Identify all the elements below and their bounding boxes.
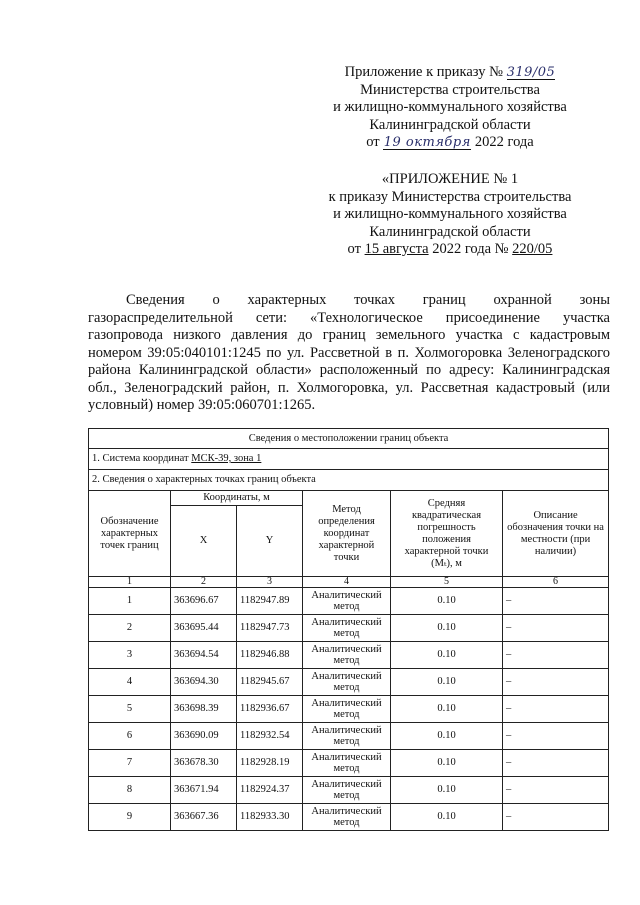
points-section-title: 2. Сведения о характерных точках границ объекта <box>89 470 609 491</box>
method: Аналитический метод <box>303 588 391 615</box>
col-header-coords: Координаты, м <box>171 491 303 506</box>
error: 0.10 <box>391 588 503 615</box>
description: – <box>503 642 609 669</box>
coord-x: 363694.54 <box>171 642 237 669</box>
coord-x: 363667.36 <box>171 804 237 831</box>
error: 0.10 <box>391 804 503 831</box>
table-row <box>89 777 609 804</box>
method: Аналитический метод <box>303 750 391 777</box>
appendix-header <box>300 64 600 152</box>
coord-y: 1182936.67 <box>237 696 303 723</box>
appendix1-date: от 15 августа 2022 года № 220/05 <box>347 241 553 257</box>
appendix-date: от 19 октября 2022 года <box>366 134 534 150</box>
point-number: 4 <box>89 669 171 696</box>
method: Аналитический метод <box>303 804 391 831</box>
date-handwritten: 19 октября <box>383 135 471 150</box>
table-row <box>89 804 609 831</box>
error: 0.10 <box>391 750 503 777</box>
col-number: 6 <box>503 577 609 588</box>
error: 0.10 <box>391 615 503 642</box>
error: 0.10 <box>391 642 503 669</box>
error: 0.10 <box>391 723 503 750</box>
method: Аналитический метод <box>303 777 391 804</box>
col-number: 1 <box>89 577 171 588</box>
error: 0.10 <box>391 777 503 804</box>
coord-y: 1182924.37 <box>237 777 303 804</box>
col-header-error: Средняя квадратическая погрешность положения характерной точки (Mₜ), м <box>391 491 503 577</box>
col-header-point: Обозначение характерных точек границ <box>89 491 171 577</box>
error: 0.10 <box>391 669 503 696</box>
col-number: 5 <box>391 577 503 588</box>
table-row <box>89 696 609 723</box>
coord-x: 363698.39 <box>171 696 237 723</box>
description: – <box>503 615 609 642</box>
boundary-points-table <box>88 428 609 831</box>
coord-x: 363690.09 <box>171 723 237 750</box>
description: – <box>503 804 609 831</box>
appendix1-line3: и жилищно-коммунального хозяйства <box>333 206 567 222</box>
coord-y: 1182932.54 <box>237 723 303 750</box>
col-header-y: Y <box>237 506 303 577</box>
method: Аналитический метод <box>303 615 391 642</box>
coord-x: 363671.94 <box>171 777 237 804</box>
point-number: 2 <box>89 615 171 642</box>
coordinate-system-row: 1. Система координат МСК-39, зона 1 <box>89 449 609 470</box>
col-number: 3 <box>237 577 303 588</box>
point-number: 9 <box>89 804 171 831</box>
appendix-line2: Министерства строительства <box>360 81 540 98</box>
point-number: 6 <box>89 723 171 750</box>
description: – <box>503 669 609 696</box>
description: – <box>503 723 609 750</box>
appendix1-line2: к приказу Министерства строительства <box>328 188 572 205</box>
error: 0.10 <box>391 696 503 723</box>
description-paragraph: Сведения о характерных точках границ охранной зоны газораспределительной сети: «Технологическое присоединение участка газопровода низкого давления до границ земельного участка с кадастровым номером 39:05:040101:1245 по ул. Рассветной в п. Холмогоровка Зеленоградского района Калининградской области» расположенный по адресу: Калининградская обл., Зеленоградский район, п. Холмогоровка, ул. Рассветная кадастровый (или условный) номер 39:05:060701:1265. <box>88 292 610 413</box>
point-number: 1 <box>89 588 171 615</box>
method: Аналитический метод <box>303 669 391 696</box>
table-row <box>89 669 609 696</box>
order-number-handwritten: 319/05 <box>506 65 556 80</box>
col-header-method: Метод определения координат характерной точки <box>303 491 391 577</box>
coord-x: 363696.67 <box>171 588 237 615</box>
table-row <box>89 723 609 750</box>
coord-y: 1182933.30 <box>237 804 303 831</box>
appendix-line4: Калининградской области <box>369 116 531 133</box>
table-row <box>89 750 609 777</box>
table-title: Сведения о местоположении границ объекта <box>89 429 609 449</box>
coord-y: 1182928.19 <box>237 750 303 777</box>
method: Аналитический метод <box>303 696 391 723</box>
method: Аналитический метод <box>303 642 391 669</box>
appendix-line3: и жилищно-коммунального хозяйства <box>333 99 567 115</box>
description: – <box>503 750 609 777</box>
appendix-line1: Приложение к приказу № 319/05 <box>344 64 556 80</box>
coord-x: 363678.30 <box>171 750 237 777</box>
coord-y: 1182946.88 <box>237 642 303 669</box>
point-number: 5 <box>89 696 171 723</box>
col-header-desc: Описание обозначения точки на местности (при наличии) <box>503 491 609 577</box>
column-numbers-row <box>89 577 609 588</box>
point-number: 3 <box>89 642 171 669</box>
coord-y: 1182945.67 <box>237 669 303 696</box>
description: – <box>503 588 609 615</box>
coord-y: 1182947.89 <box>237 588 303 615</box>
appendix1-title: «ПРИЛОЖЕНИЕ № 1 <box>381 171 519 187</box>
col-header-x: X <box>171 506 237 577</box>
col-number: 4 <box>303 577 391 588</box>
description: – <box>503 696 609 723</box>
coord-y: 1182947.73 <box>237 615 303 642</box>
table-row <box>89 588 609 615</box>
method: Аналитический метод <box>303 723 391 750</box>
coord-x: 363694.30 <box>171 669 237 696</box>
coord-x: 363695.44 <box>171 615 237 642</box>
table-row <box>89 615 609 642</box>
appendix1-line4: Калининградской области <box>369 223 531 240</box>
description: – <box>503 777 609 804</box>
point-number: 7 <box>89 750 171 777</box>
point-number: 8 <box>89 777 171 804</box>
appendix1-header <box>300 171 600 259</box>
table-row <box>89 642 609 669</box>
col-number: 2 <box>171 577 237 588</box>
